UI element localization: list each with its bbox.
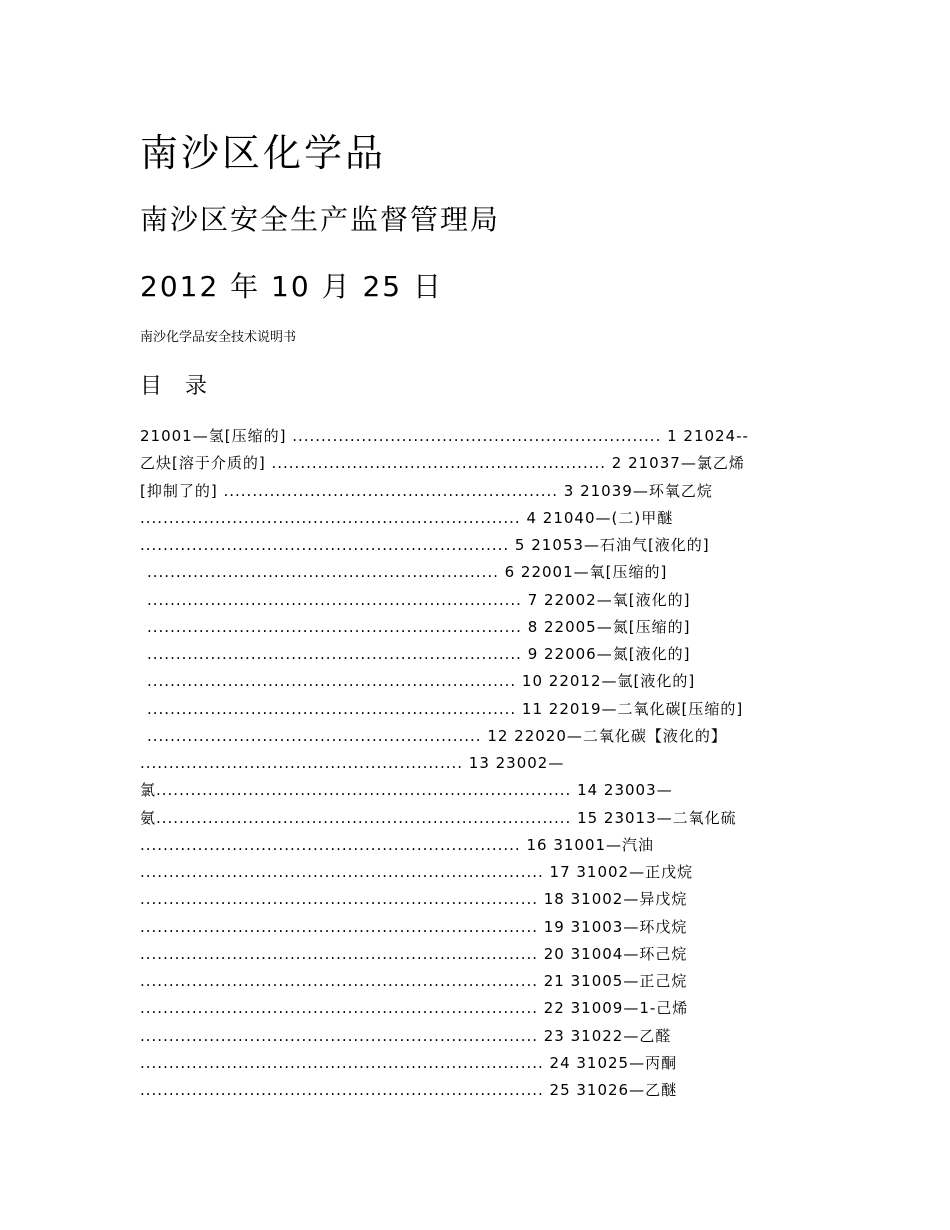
toc-line: ..................................................................... 22 31009—1-己烯 [140, 999, 689, 1018]
toc-line: ..................................................................... 23 31022—乙醛 [140, 1026, 672, 1045]
toc-line: ...................................................................... 17 31002—正戊烷 [140, 863, 694, 881]
toc-line: ............................................................. 6 22001—氧[压缩的] [147, 563, 668, 582]
toc-line: ................................................................. 8 22005—氮[压缩的] [147, 617, 691, 636]
toc-line: ................................................................. 7 22002—氧[液化的] [147, 590, 691, 609]
table-of-contents [0, 423, 950, 1104]
toc-line: [抑制了的] .......................................................... 3 21039—环氧乙烷 [140, 481, 713, 500]
toc-line: ................................................................ 11 22019—二氧化碳[压缩的] [147, 699, 744, 718]
toc-line: ...................................................................... 24 31025—丙酮 [140, 1053, 678, 1072]
toc-line: .................................................................. 16 31001—汽油 [140, 835, 655, 854]
document-title: 南沙区化学品 [140, 131, 387, 175]
toc-line: ................................................................ 10 22012—氩[液化的] [147, 672, 696, 691]
toc-line: ........................................................ 13 23002— [140, 754, 565, 772]
issuing-agency: 南沙区安全生产监督管理局 [140, 203, 501, 236]
document-name: 南沙化学品安全技术说明书 [140, 330, 297, 345]
toc-line: ..................................................................... 18 31002—异戊烷 [140, 890, 688, 909]
toc-line: 氨........................................................................ 15 23013—二氧化硫 [140, 808, 737, 827]
toc-line: 氯........................................................................ 14 23003— [140, 781, 673, 800]
toc-line: ...................................................................... 25 31026—乙醚 [140, 1081, 678, 1099]
issue-date: 2012 年 10 月 25 日 [140, 270, 444, 303]
toc-line: ..................................................................... 19 31003—环戊烷 [140, 917, 688, 936]
toc-line: .................................................................. 4 21040—(二)甲醚 [140, 508, 674, 527]
toc-line: ................................................................ 5 21053—石油气[液化的] [140, 536, 710, 554]
toc-line: 21001—氢[压缩的] ................................................................ 1 21024-- [140, 427, 749, 445]
toc-line: .......................................................... 12 22020—二氧化碳【液化的】 [147, 726, 727, 745]
toc-line: ..................................................................... 21 31005—正己烷 [140, 972, 688, 990]
toc-line: ..................................................................... 20 31004—环己烷 [140, 944, 688, 963]
toc-line: 乙炔[溶于介质的] .......................................................... 2 21037—氯乙烯 [140, 454, 745, 473]
toc-line: ................................................................. 9 22006—氮[液化的] [147, 645, 691, 663]
toc-heading: 目 录 [140, 374, 215, 399]
